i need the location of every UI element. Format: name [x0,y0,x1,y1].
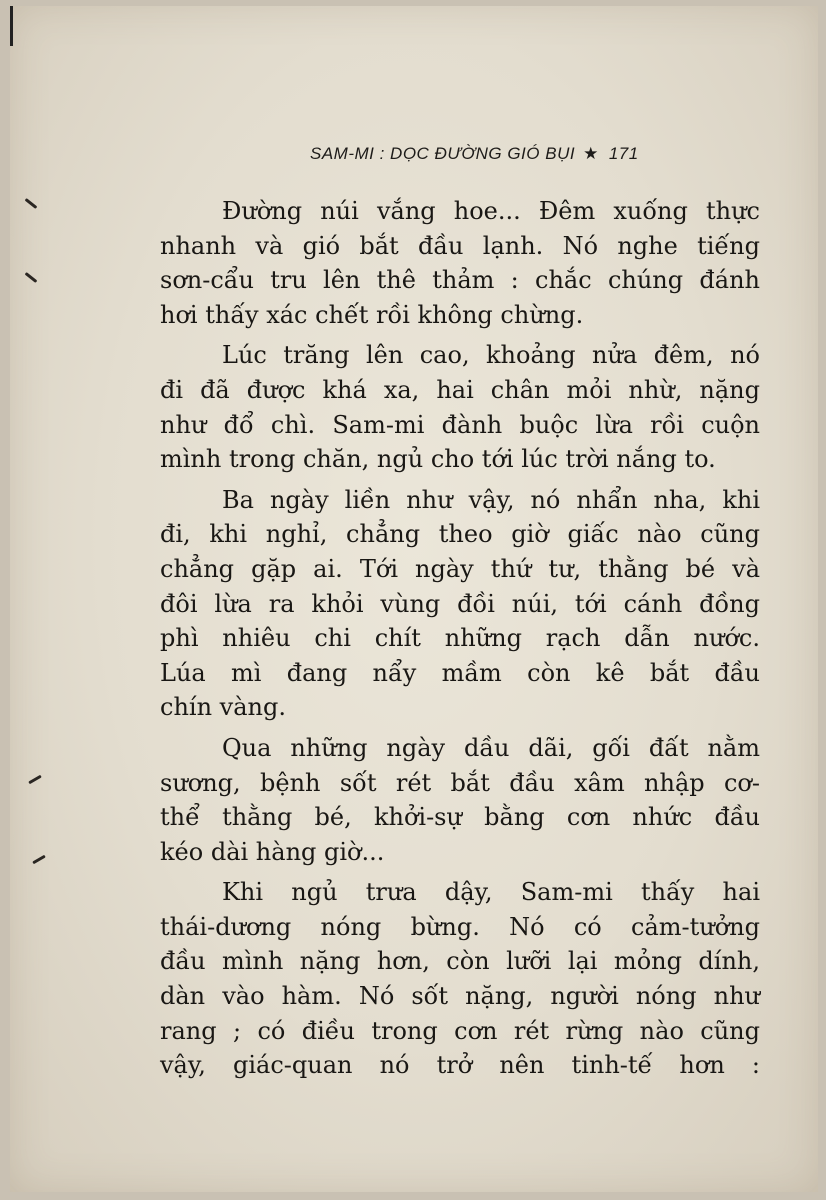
text-line: đi, khi nghỉ, chẳng theo giờ giấc nào cũng [160,520,760,549]
text-line: thể thằng bé, khởi-sự bằng cơn nhức đầu [160,803,760,832]
paragraph [160,731,760,869]
text-line: vậy, giác-quan nó trở nên tinh-tế hơn : [160,1051,760,1080]
binding-stitch [28,775,42,785]
spine-mark [10,6,13,46]
text-line: đầu mình nặng hơn, còn lưỡi lại mỏng dính, [160,947,760,976]
text-line: mình trong chăn, ngủ cho tới lúc trời nắng to. [160,445,716,474]
text-line: Ba ngày liền như vậy, nó nhẩn nha, khi [222,485,760,514]
text-line: nhanh và gió bắt đầu lạnh. Nó nghe tiếng [160,231,760,260]
book-page [10,6,818,1192]
paragraph [160,338,760,476]
text-line: sơn-cẩu tru lên thê thảm : chắc chúng đánh [160,266,760,295]
paragraph [160,194,760,332]
text-line: kéo dài hàng giờ... [160,837,385,866]
binding-stitch [32,855,46,865]
binding-stitch [25,272,38,283]
text-line: chín vàng. [160,693,286,722]
text-line: phì nhiêu chi chít những rạch dẫn nước. [160,624,760,653]
page-number: 171 [608,144,639,163]
text-line: Qua những ngày dầu dãi, gối đất nằm [222,733,760,762]
text-line: như đổ chì. Sam-mi đành buộc lừa rồi cuộn [160,410,760,439]
book-title: SAM-MI : DỌC ĐƯỜNG GIÓ BỤI [310,144,576,163]
star-separator: ★ [583,144,599,163]
text-line: đôi lừa ra khỏi vùng đồi núi, tới cánh đồng [160,589,760,618]
text-line: rang ; có điều trong cơn rét rừng nào cũng [160,1016,760,1045]
body-text [160,194,760,1089]
running-head [310,144,750,164]
text-line: Đường núi vắng hoe... Đêm xuống thực [222,197,760,225]
text-line: thái-dương nóng bừng. Nó có cảm-tưởng [160,912,760,941]
text-line: Lúa mì đang nẩy mầm còn kê bắt đầu [160,658,760,687]
binding-stitch [25,198,38,209]
paragraph [160,875,760,1083]
text-line: Lúc trăng lên cao, khoảng nửa đêm, nó [222,341,760,370]
text-line: đi đã được khá xa, hai chân mỏi nhừ, nặng [160,375,760,404]
text-line: Khi ngủ trưa dậy, Sam-mi thấy hai [222,878,760,907]
text-line: sương, bệnh sốt rét bắt đầu xâm nhập cơ- [160,768,760,797]
text-line: chẳng gặp ai. Tới ngày thứ tư, thằng bé và [160,554,760,583]
text-line: hơi thấy xác chết rồi không chừng. [160,300,584,329]
paragraph [160,483,760,725]
text-line: dàn vào hàm. Nó sốt nặng, người nóng như [160,982,760,1011]
